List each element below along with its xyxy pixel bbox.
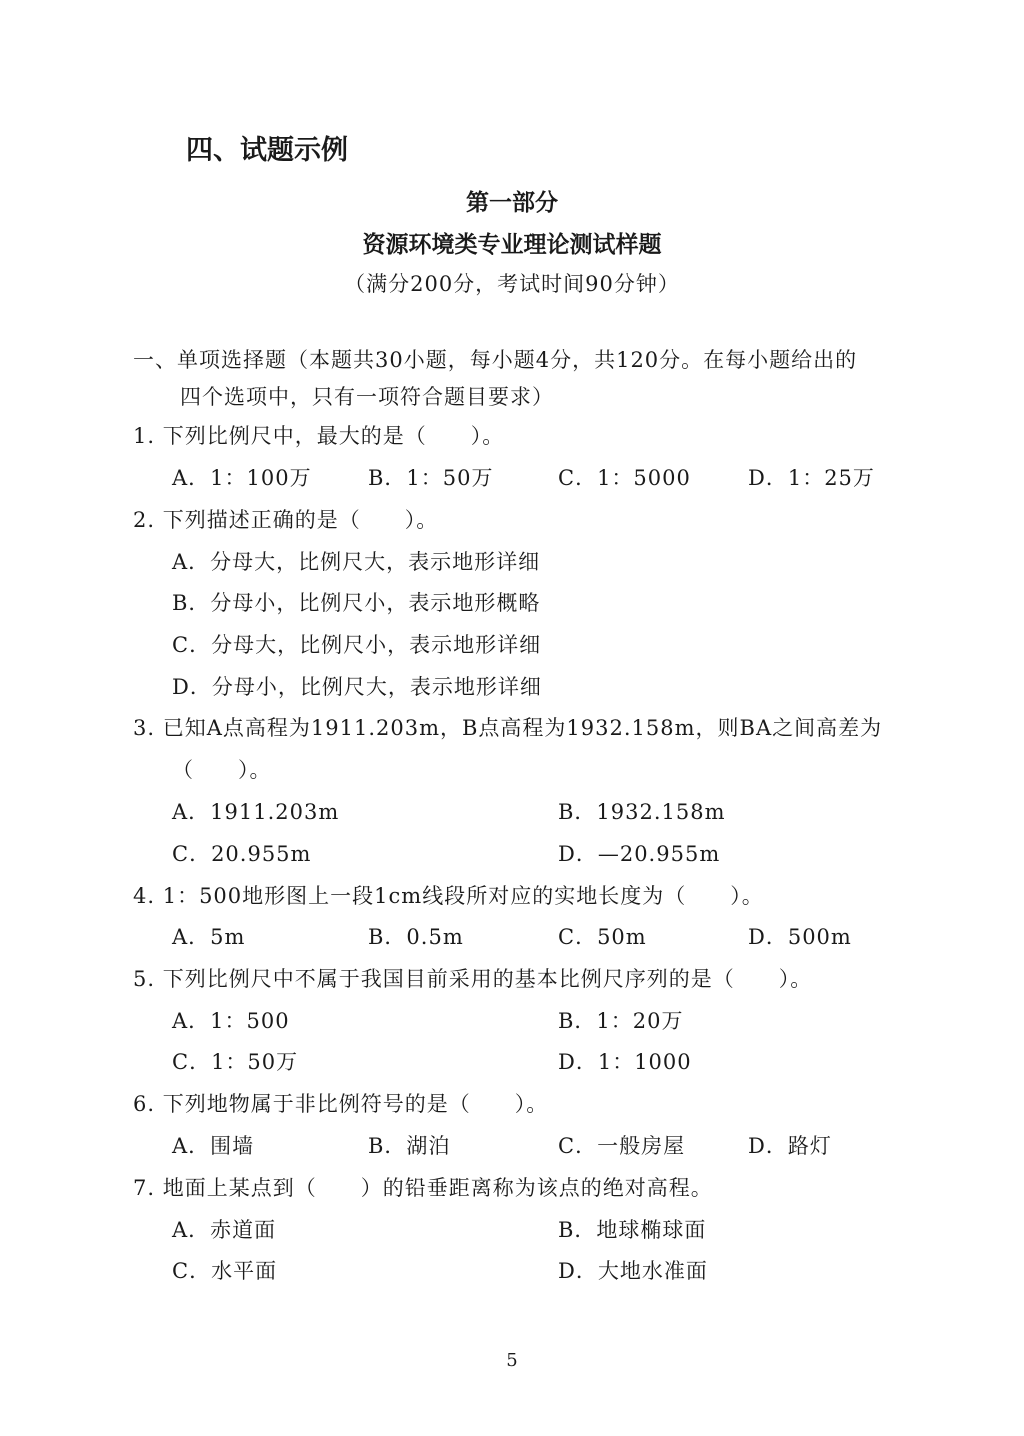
question-3-option-a: A．1911.203m	[172, 800, 340, 824]
section-heading: 四、试题示例	[186, 135, 348, 166]
question-5-stem: 5. 下列比例尺中不属于我国目前采用的基本比例尺序列的是（ ）。	[133, 967, 813, 991]
question-2-option-d: D．分母小，比例尺大，表示地形详细	[172, 675, 542, 699]
question-2-option-c: C．分母大，比例尺小，表示地形详细	[172, 633, 542, 657]
question-5-option-a: A．1：500	[172, 1009, 290, 1033]
question-3-stem: 3. 已知A点高程为1911.203m，B点高程为1932.158m，则BA之间高差为	[133, 716, 883, 740]
question-4-option-d: D．500m	[748, 925, 852, 949]
question-3-option-b: B．1932.158m	[558, 800, 726, 824]
question-4-option-b: B．0.5m	[368, 925, 464, 949]
test-info: （满分200分，考试时间90分钟）	[344, 272, 680, 296]
question-6-option-b: B．湖泊	[368, 1134, 451, 1158]
question-5-option-d: D．1：1000	[558, 1050, 692, 1074]
question-1-option-d: D．1：25万	[748, 466, 875, 490]
question-3-option-c: C．20.955m	[172, 842, 312, 866]
question-7-option-b: B．地球椭球面	[558, 1218, 707, 1242]
question-6-option-c: C．一般房屋	[558, 1134, 686, 1158]
question-6-option-a: A．围墙	[172, 1134, 255, 1158]
question-1-option-c: C．1：5000	[558, 466, 691, 490]
question-1-option-b: B．1：50万	[368, 466, 494, 490]
question-2-stem: 2. 下列描述正确的是（ ）。	[133, 508, 439, 532]
section1-instruction-line1: 一、单项选择题（本题共30小题，每小题4分，共120分。在每小题给出的	[133, 348, 858, 372]
question-1-stem: 1. 下列比例尺中，最大的是（ ）。	[133, 424, 505, 448]
section1-instruction-line2: 四个选项中，只有一项符合题目要求）	[180, 385, 554, 409]
test-title: 资源环境类专业理论测试样题	[362, 231, 662, 258]
question-7-stem: 7. 地面上某点到（ ）的铅垂距离称为该点的绝对高程。	[133, 1176, 713, 1200]
question-7-option-d: D．大地水准面	[558, 1259, 708, 1283]
question-4-stem: 4. 1：500地形图上一段1cm线段所对应的实地长度为（ ）。	[133, 884, 764, 908]
part-label: 第一部分	[466, 189, 558, 216]
page-number: 5	[506, 1350, 518, 1371]
question-5-option-c: C．1：50万	[172, 1050, 299, 1074]
question-4-option-a: A．5m	[172, 925, 246, 949]
question-5-option-b: B．1：20万	[558, 1009, 684, 1033]
question-3-stem-continued: （ ）。	[172, 758, 272, 782]
question-2-option-a: A．分母大，比例尺大，表示地形详细	[172, 550, 541, 574]
question-7-option-a: A．赤道面	[172, 1218, 277, 1242]
question-1-option-a: A．1：100万	[172, 466, 312, 490]
question-4-option-c: C．50m	[558, 925, 647, 949]
question-7-option-c: C．水平面	[172, 1259, 278, 1283]
question-6-stem: 6. 下列地物属于非比例符号的是（ ）。	[133, 1092, 549, 1116]
question-6-option-d: D．路灯	[748, 1134, 832, 1158]
question-2-option-b: B．分母小，比例尺小，表示地形概略	[172, 591, 541, 615]
question-3-option-d: D．—20.955m	[558, 842, 721, 866]
